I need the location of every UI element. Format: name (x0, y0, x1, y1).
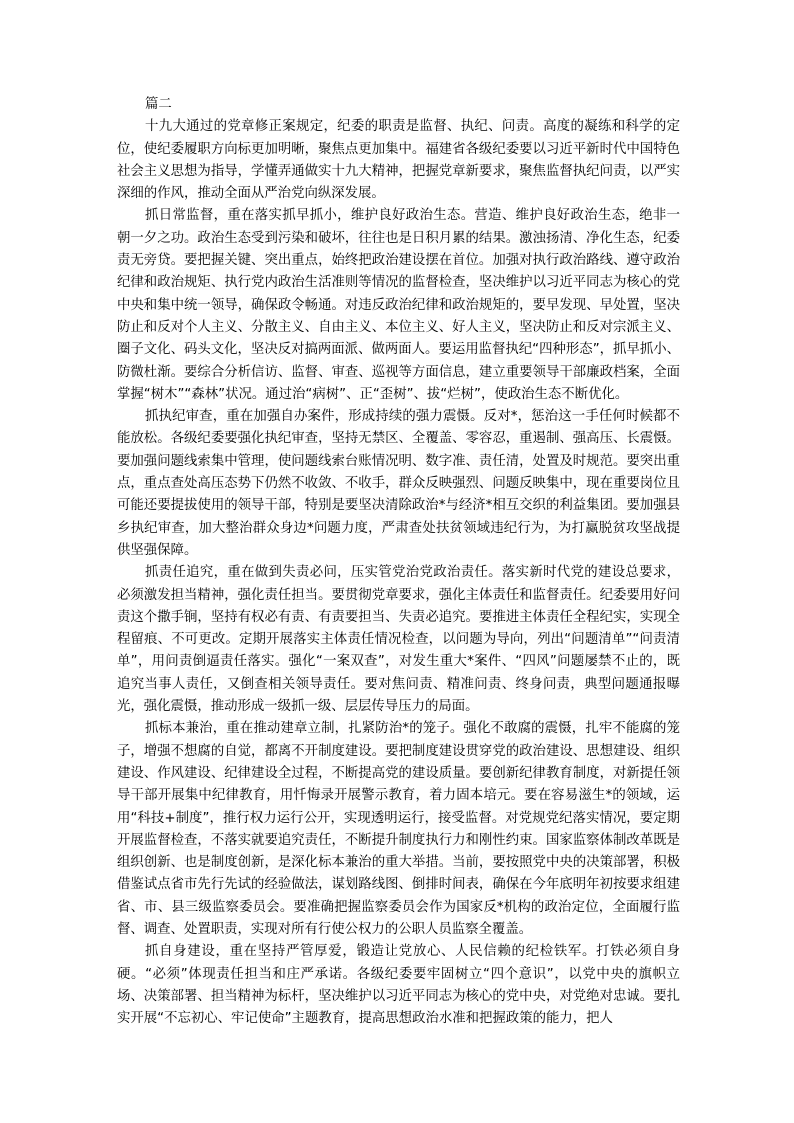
paragraph-discipline-review: 抓执纪审查，重在加强自办案件，形成持续的强力震慑。反对*，惩治这一手任何时候都不能放松。各级纪委要强化执纪审查，坚持无禁区、全覆盖、零容忍，重遏制、强高压、长震慑。要加强问题线索集中管理，使问题线索台账情况明、数字准、责任清，处置及时规范。要突出重点，重点查处高压态势下仍然不收敛、不收手，群众反映强烈、问题反映集中，现在重要岗位且可能还要提拔使用的领导干部，特别是要坚决清除政治*与经济*相互交织的利益集团。要加强县乡执纪审查，加大整治群众身边*问题力度，严肃查处扶贫领域违纪行为，为打赢脱贫攻坚战提供坚强保障。 (117, 409, 680, 558)
document-body (117, 94, 680, 1030)
paragraph-accountability: 抓责任追究，重在做到失责必问，压实管党治党政治责任。落实新时代党的建设总要求，必须激发担当精神，强化责任担当。要贯彻党章要求，强化主体责任和监督责任。纪委要用好问责这个撒手锏，坚持有权必有责、有责要担当、失责必追究。要推进主体责任全程纪实，实现全程留痕、不可更改。定期开展落实主体责任情况检查，以问题为导向，列出“问题清单”“问责清单”，用问责倒逼责任落实。强化“一案双查”，对发生重大*案件、“四风”问题屡禁不止的，既追究当事人责任，又倒查相关领导责任。要对焦问责、精准问责、终身问责，典型问题通报曝光，强化震慑，推动形成一级抓一级、层层传导压力的局面。 (117, 565, 680, 715)
paragraph-self-building: 抓自身建设，重在坚持严管厚爱，锻造让党放心、人民信赖的纪检铁军。打铁必须自身硬。“必须”体现责任担当和庄严承诺。各级纪委要牢固树立“四个意识”，以党中央的旗帜立场、决策部署、担当精神为标杆，坚决维护以习近平同志为核心的党中央，对党绝对忠诚。要扎实开展“不忘初心、牢记使命”主题教育，提高思想政治水准和把握政策的能力，把人 (117, 944, 680, 1027)
paragraph-daily-supervision: 抓日常监督，重在落实抓早抓小，维护良好政治生态。营造、维护良好政治生态，绝非一朝一夕之功。政治生态受到污染和破坏，往往也是日积月累的结果。激浊扬清、净化生态，纪委责无旁贷。要把握关键、突出重点，始终把政治建设摆在首位。加强对执行政治路线、遵守政治纪律和政治规矩、执行党内政治生活准则等情况的监督检查，坚决维护以习近平同志为核心的党中央和集中统一领导，确保政令畅通。对违反政治纪律和政治规矩的，要早发现、早处置，坚决防止和反对个人主义、分散主义、自由主义、本位主义、好人主义，坚决防止和反对宗派主义、圈子文化、码头文化，坚决反对搞两面派、做两面人。要运用监督执纪“四种形态”，抓早抓小、防微杜渐。要综合分析信访、监督、审查、巡视等方面信息，建立重要领导干部廉政档案，全面掌握“树木”“森林”状况。通过治“病树”、正“歪树”、拔“烂树”，使政治生态不断优化。 (117, 208, 680, 402)
paragraph-institution-building: 抓标本兼治，重在推动建章立制，扎紧防治*的笼子。强化不敢腐的震慑，扎牢不能腐的笼子，增强不想腐的自觉，都离不开制度建设。要把制度建设贯穿党的政治建设、思想建设、组织建设、作风建设、纪律建设全过程，不断提高党的建设质量。要创新纪律教育制度，对新提任领导干部开展集中纪律教育，用忏悔录开展警示教育，着力固本培元。要在容易滋生*的领域，运用“科技+制度”，推行权力运行公开，实现透明运行，接受监督。对党规党纪落实情况，要定期开展监督检查，不落实就要追究责任，不断提升制度执行力和刚性约束。国家监察体制改革既是组织创新、也是制度创新，是深化标本兼治的重大举措。当前，要按照党中央的决策部署，积极借鉴试点省市先行先试的经验做法，谋划路线图、倒排时间表，确保在今年底明年初按要求组建省、市、县三级监察委员会。要准确把握监察委员会作为国家反*机构的政治定位，全面履行监督、调查、处置职责，实现对所有行使公权力的公职人员监察全覆盖。 (117, 721, 680, 937)
paragraph-intro: 十九大通过的党章修正案规定，纪委的职责是监督、执纪、问责。高度的凝练和科学的定位，使纪委履职方向标更加明晰，聚焦点更加集中。福建省各级纪委要以习近平新时代中国特色社会主义思想为指导，学懂弄通做实十九大精神，把握党章新要求，聚焦监督执纪问责，以严实深细的作风，推动全面从严治党向纵深发展。 (117, 119, 680, 202)
section-heading: 篇二 (145, 97, 172, 112)
